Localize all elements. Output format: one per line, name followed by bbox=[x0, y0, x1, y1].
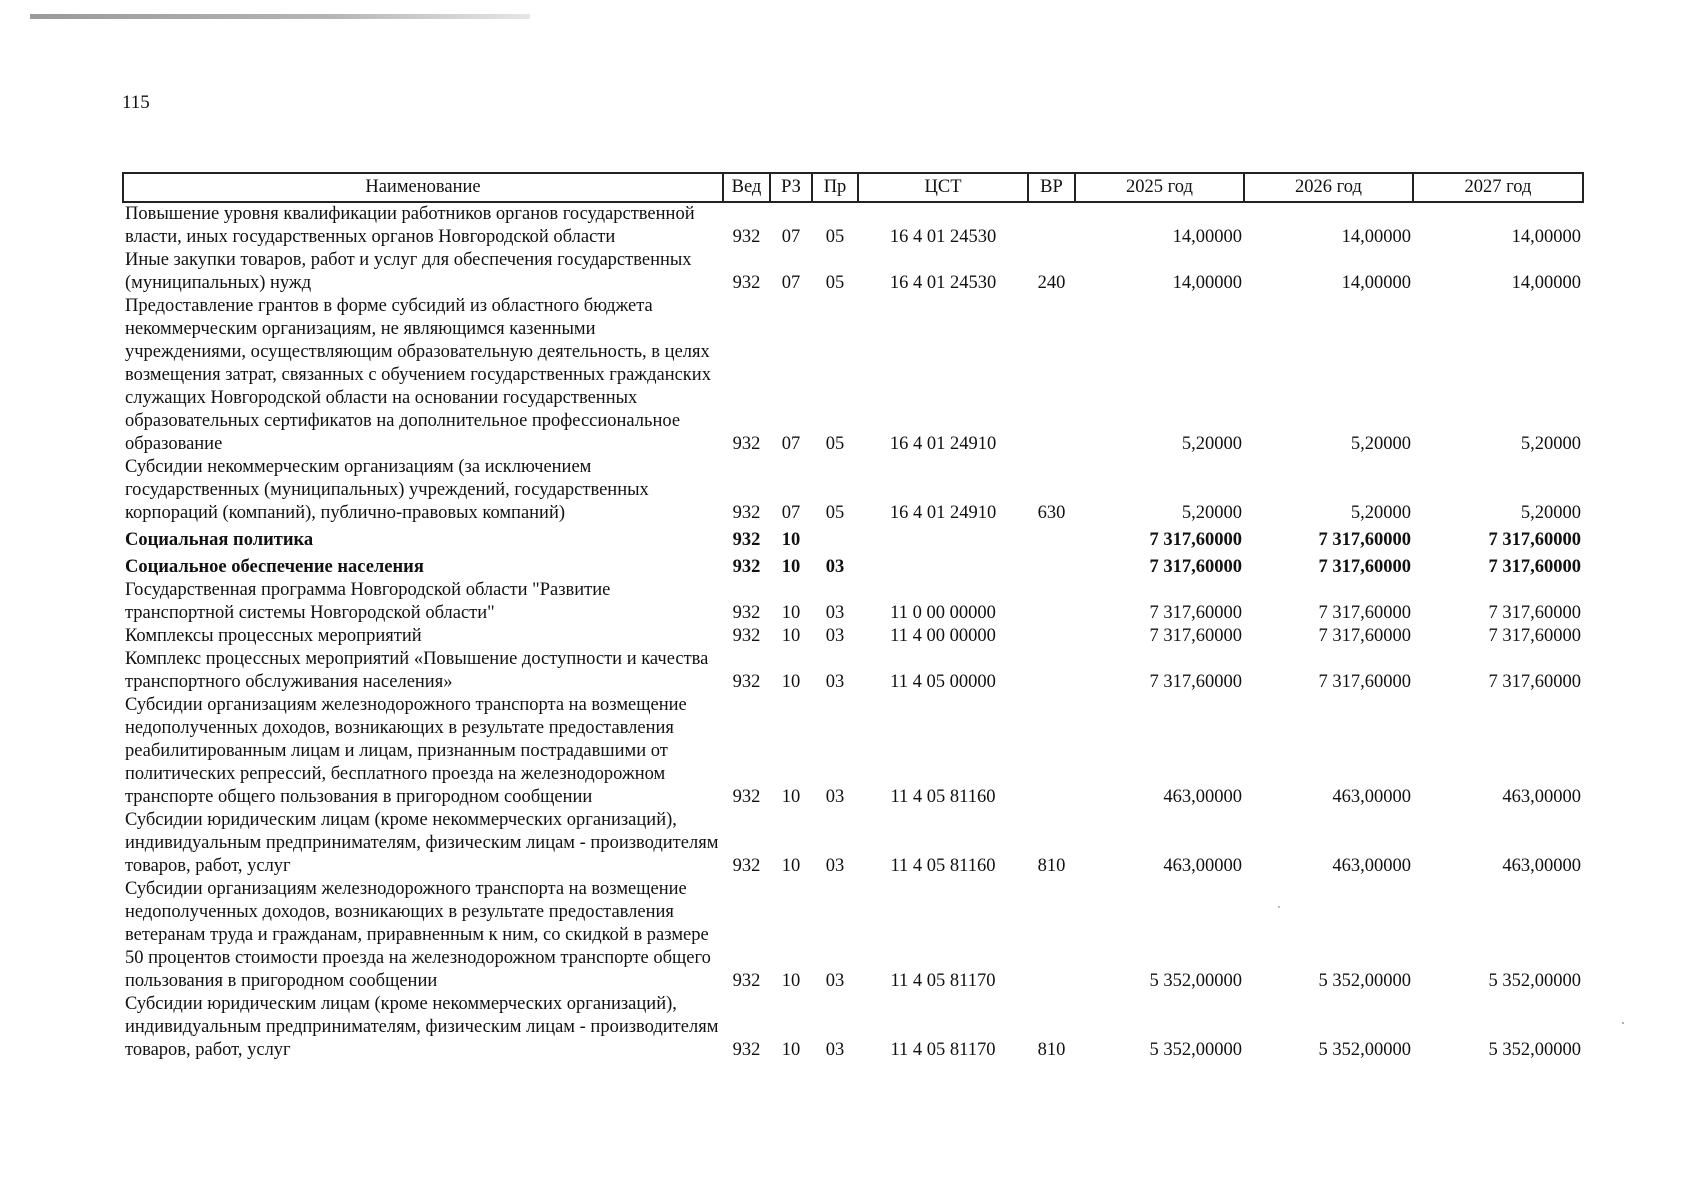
table-row bbox=[123, 525, 1583, 552]
table-row bbox=[123, 579, 1583, 625]
row-ved: 932 bbox=[732, 856, 761, 876]
row-2025: 7 317,60000 bbox=[1149, 626, 1242, 646]
row-pr: 03 bbox=[825, 672, 845, 692]
row-2025: 7 317,60000 bbox=[1149, 530, 1242, 550]
row-2027: 5 352,00000 bbox=[1488, 971, 1581, 991]
row-ved: 932 bbox=[732, 273, 761, 293]
row-vr bbox=[1028, 552, 1075, 579]
table-row bbox=[123, 456, 1583, 525]
row-2027: 7 317,60000 bbox=[1488, 672, 1581, 692]
row-name: Повышение уровня квалификации работников органов государственной власти, иных государственных органов Новгородской области bbox=[125, 204, 695, 247]
row-2026: 463,00000 bbox=[1332, 856, 1411, 876]
row-2027: 14,00000 bbox=[1511, 273, 1581, 293]
table-row bbox=[123, 295, 1583, 456]
row-ved: 932 bbox=[732, 434, 761, 454]
row-ved: 932 bbox=[732, 603, 761, 623]
row-2027: 14,00000 bbox=[1511, 227, 1581, 247]
row-ved: 932 bbox=[732, 626, 761, 646]
row-vr: 630 bbox=[1037, 503, 1066, 523]
row-name: Субсидии организациям железнодорожного транспорта на возмещение недополученных доходов, возникающих в результате предоставления реабилитированным лицам и лицам, признанным пострадавшими от политических репрессий, бесплатного проезда на железнодорожном транспорте общего пользования в пригородном сообщении bbox=[125, 695, 687, 807]
row-cst: 11 4 05 81160 bbox=[890, 856, 996, 876]
row-rz: 10 bbox=[781, 603, 801, 623]
row-2025: 5,20000 bbox=[1181, 503, 1242, 523]
row-rz: 10 bbox=[781, 557, 801, 577]
row-cst: 11 4 05 81170 bbox=[890, 1040, 996, 1060]
table-row bbox=[123, 625, 1583, 648]
table-header-row bbox=[123, 173, 1583, 202]
row-cst: 16 4 01 24910 bbox=[889, 503, 997, 523]
table-row bbox=[123, 878, 1583, 993]
row-2027: 5,20000 bbox=[1520, 503, 1581, 523]
header-pr: Пр bbox=[812, 173, 858, 202]
row-cst: 16 4 01 24530 bbox=[889, 273, 997, 293]
scan-edge-mark bbox=[30, 14, 530, 19]
row-rz: 10 bbox=[781, 672, 801, 692]
row-pr: 03 bbox=[825, 626, 845, 646]
row-rz: 10 bbox=[781, 856, 801, 876]
row-rz: 10 bbox=[781, 971, 801, 991]
row-2025: 463,00000 bbox=[1163, 787, 1242, 807]
row-cst bbox=[858, 525, 1028, 552]
row-2027: 5 352,00000 bbox=[1488, 1040, 1581, 1060]
row-2027: 7 317,60000 bbox=[1488, 530, 1581, 550]
table-row bbox=[123, 694, 1583, 809]
row-pr: 05 bbox=[825, 227, 845, 247]
row-2026: 5,20000 bbox=[1350, 434, 1411, 454]
header-vr: ВР bbox=[1028, 173, 1075, 202]
header-2027: 2027 год bbox=[1413, 173, 1583, 202]
row-2025: 5,20000 bbox=[1181, 434, 1242, 454]
header-2026: 2026 год bbox=[1244, 173, 1413, 202]
row-pr: 03 bbox=[825, 557, 845, 577]
row-2026: 7 317,60000 bbox=[1318, 626, 1411, 646]
row-cst: 16 4 01 24910 bbox=[889, 434, 997, 454]
row-2026: 14,00000 bbox=[1341, 273, 1411, 293]
row-rz: 07 bbox=[781, 227, 801, 247]
row-2025: 5 352,00000 bbox=[1149, 1040, 1242, 1060]
row-name: Субсидии юридическим лицам (кроме некоммерческих организаций), индивидуальным предпринимателям, физическим лицам - производителям товаров, работ, услуг bbox=[125, 994, 719, 1060]
row-2025: 7 317,60000 bbox=[1149, 557, 1242, 577]
row-pr: 03 bbox=[825, 603, 845, 623]
row-name: Субсидии юридическим лицам (кроме некоммерческих организаций), индивидуальным предпринимателям, физическим лицам - производителям товаров, работ, услуг bbox=[125, 810, 719, 876]
row-vr: 240 bbox=[1037, 273, 1066, 293]
row-pr: 03 bbox=[825, 971, 845, 991]
table-body bbox=[123, 202, 1583, 1062]
row-cst: 11 0 00 00000 bbox=[890, 603, 996, 623]
row-rz: 10 bbox=[781, 787, 801, 807]
row-ved: 932 bbox=[732, 530, 761, 550]
row-2026: 7 317,60000 bbox=[1318, 557, 1411, 577]
header-rz: РЗ bbox=[770, 173, 812, 202]
row-name: Комплекс процессных мероприятий «Повышение доступности и качества транспортного обслуживания населения» bbox=[125, 649, 709, 692]
row-rz: 07 bbox=[781, 273, 801, 293]
row-2025: 14,00000 bbox=[1172, 227, 1242, 247]
row-2025: 463,00000 bbox=[1163, 856, 1242, 876]
row-vr bbox=[1028, 694, 1075, 809]
row-rz: 10 bbox=[781, 626, 801, 646]
row-name: Иные закупки товаров, работ и услуг для обеспечения государственных (муниципальных) нужд bbox=[125, 250, 692, 293]
table-row bbox=[123, 249, 1583, 295]
row-ved: 932 bbox=[732, 971, 761, 991]
row-pr: 03 bbox=[825, 1040, 845, 1060]
row-rz: 07 bbox=[781, 434, 801, 454]
row-2026: 14,00000 bbox=[1341, 227, 1411, 247]
header-ved: Вед bbox=[723, 173, 770, 202]
row-vr bbox=[1028, 579, 1075, 625]
row-2027: 463,00000 bbox=[1502, 856, 1581, 876]
row-pr: 05 bbox=[825, 503, 845, 523]
row-vr bbox=[1028, 525, 1075, 552]
row-cst: 11 4 00 00000 bbox=[890, 626, 996, 646]
row-pr: 03 bbox=[825, 856, 845, 876]
page-number: 115 bbox=[122, 92, 150, 113]
row-2025: 7 317,60000 bbox=[1149, 603, 1242, 623]
header-name: Наименование bbox=[123, 173, 723, 202]
table-row bbox=[123, 552, 1583, 579]
row-rz: 10 bbox=[781, 1040, 801, 1060]
table-row bbox=[123, 993, 1583, 1062]
row-name: Предоставление грантов в форме субсидий из областного бюджета некоммерческим организациям, не являющимся казенными учреждениями, осуществляющим образовательную деятельность, в целях возмещения затрат, связанных с обучением государственных гражданских служащих Новгородской области на основании государственных образовательных сертификатов на дополнительное профессиональное образование bbox=[125, 296, 711, 454]
row-2027: 5,20000 bbox=[1520, 434, 1581, 454]
row-2025: 14,00000 bbox=[1172, 273, 1242, 293]
row-ved: 932 bbox=[732, 1040, 761, 1060]
row-rz: 10 bbox=[781, 530, 801, 550]
row-2027: 7 317,60000 bbox=[1488, 603, 1581, 623]
row-name: Социальная политика bbox=[125, 530, 314, 550]
row-ved: 932 bbox=[732, 672, 761, 692]
table-row bbox=[123, 648, 1583, 694]
row-2026: 5 352,00000 bbox=[1318, 1040, 1411, 1060]
row-cst: 16 4 01 24530 bbox=[889, 227, 997, 247]
row-2027: 7 317,60000 bbox=[1488, 557, 1581, 577]
row-2027: 463,00000 bbox=[1502, 787, 1581, 807]
row-rz: 07 bbox=[781, 503, 801, 523]
row-vr bbox=[1028, 878, 1075, 993]
row-2026: 7 317,60000 bbox=[1318, 603, 1411, 623]
row-cst: 11 4 05 81160 bbox=[890, 787, 996, 807]
budget-table bbox=[122, 172, 1584, 1062]
row-name: Субсидии некоммерческим организациям (за исключением государственных (муниципальных) учреждений, государственных корпораций (компаний), публично-правовых компаний) bbox=[125, 457, 649, 523]
row-ved: 932 bbox=[732, 787, 761, 807]
row-2027: 7 317,60000 bbox=[1488, 626, 1581, 646]
row-cst: 11 4 05 00000 bbox=[890, 672, 996, 692]
table-row bbox=[123, 809, 1583, 878]
row-cst: 11 4 05 81170 bbox=[890, 971, 996, 991]
row-cst bbox=[858, 552, 1028, 579]
row-pr bbox=[812, 525, 858, 552]
header-2025: 2025 год bbox=[1075, 173, 1244, 202]
row-vr bbox=[1028, 648, 1075, 694]
row-ved: 932 bbox=[732, 227, 761, 247]
row-vr bbox=[1028, 202, 1075, 249]
row-2026: 463,00000 bbox=[1332, 787, 1411, 807]
row-ved: 932 bbox=[732, 503, 761, 523]
row-ved: 932 bbox=[732, 557, 761, 577]
scan-speck bbox=[1622, 1022, 1624, 1024]
row-2025: 5 352,00000 bbox=[1149, 971, 1242, 991]
row-vr bbox=[1028, 295, 1075, 456]
row-name: Социальное обеспечение населения bbox=[125, 557, 424, 577]
row-2026: 7 317,60000 bbox=[1318, 672, 1411, 692]
row-2025: 7 317,60000 bbox=[1149, 672, 1242, 692]
row-2026: 7 317,60000 bbox=[1318, 530, 1411, 550]
row-name: Государственная программа Новгородской области "Развитие транспортной системы Новгородской области" bbox=[125, 580, 611, 623]
header-cst: ЦСТ bbox=[858, 173, 1028, 202]
row-vr: 810 bbox=[1037, 856, 1066, 876]
row-vr bbox=[1028, 625, 1075, 648]
row-pr: 03 bbox=[825, 787, 845, 807]
row-vr: 810 bbox=[1037, 1040, 1066, 1060]
row-name: Субсидии организациям железнодорожного транспорта на возмещение недополученных доходов, возникающих в результате предоставления ветеранам труда и гражданам, приравненным к ним, со скидкой в размере 50 процентов стоимости проезда на железнодорожном транспорте общего пользования в пригородном сообщении bbox=[125, 879, 711, 991]
row-2026: 5,20000 bbox=[1350, 503, 1411, 523]
row-pr: 05 bbox=[825, 273, 845, 293]
row-name: Комплексы процессных мероприятий bbox=[125, 626, 422, 646]
row-pr: 05 bbox=[825, 434, 845, 454]
table-row bbox=[123, 202, 1583, 249]
row-2026: 5 352,00000 bbox=[1318, 971, 1411, 991]
